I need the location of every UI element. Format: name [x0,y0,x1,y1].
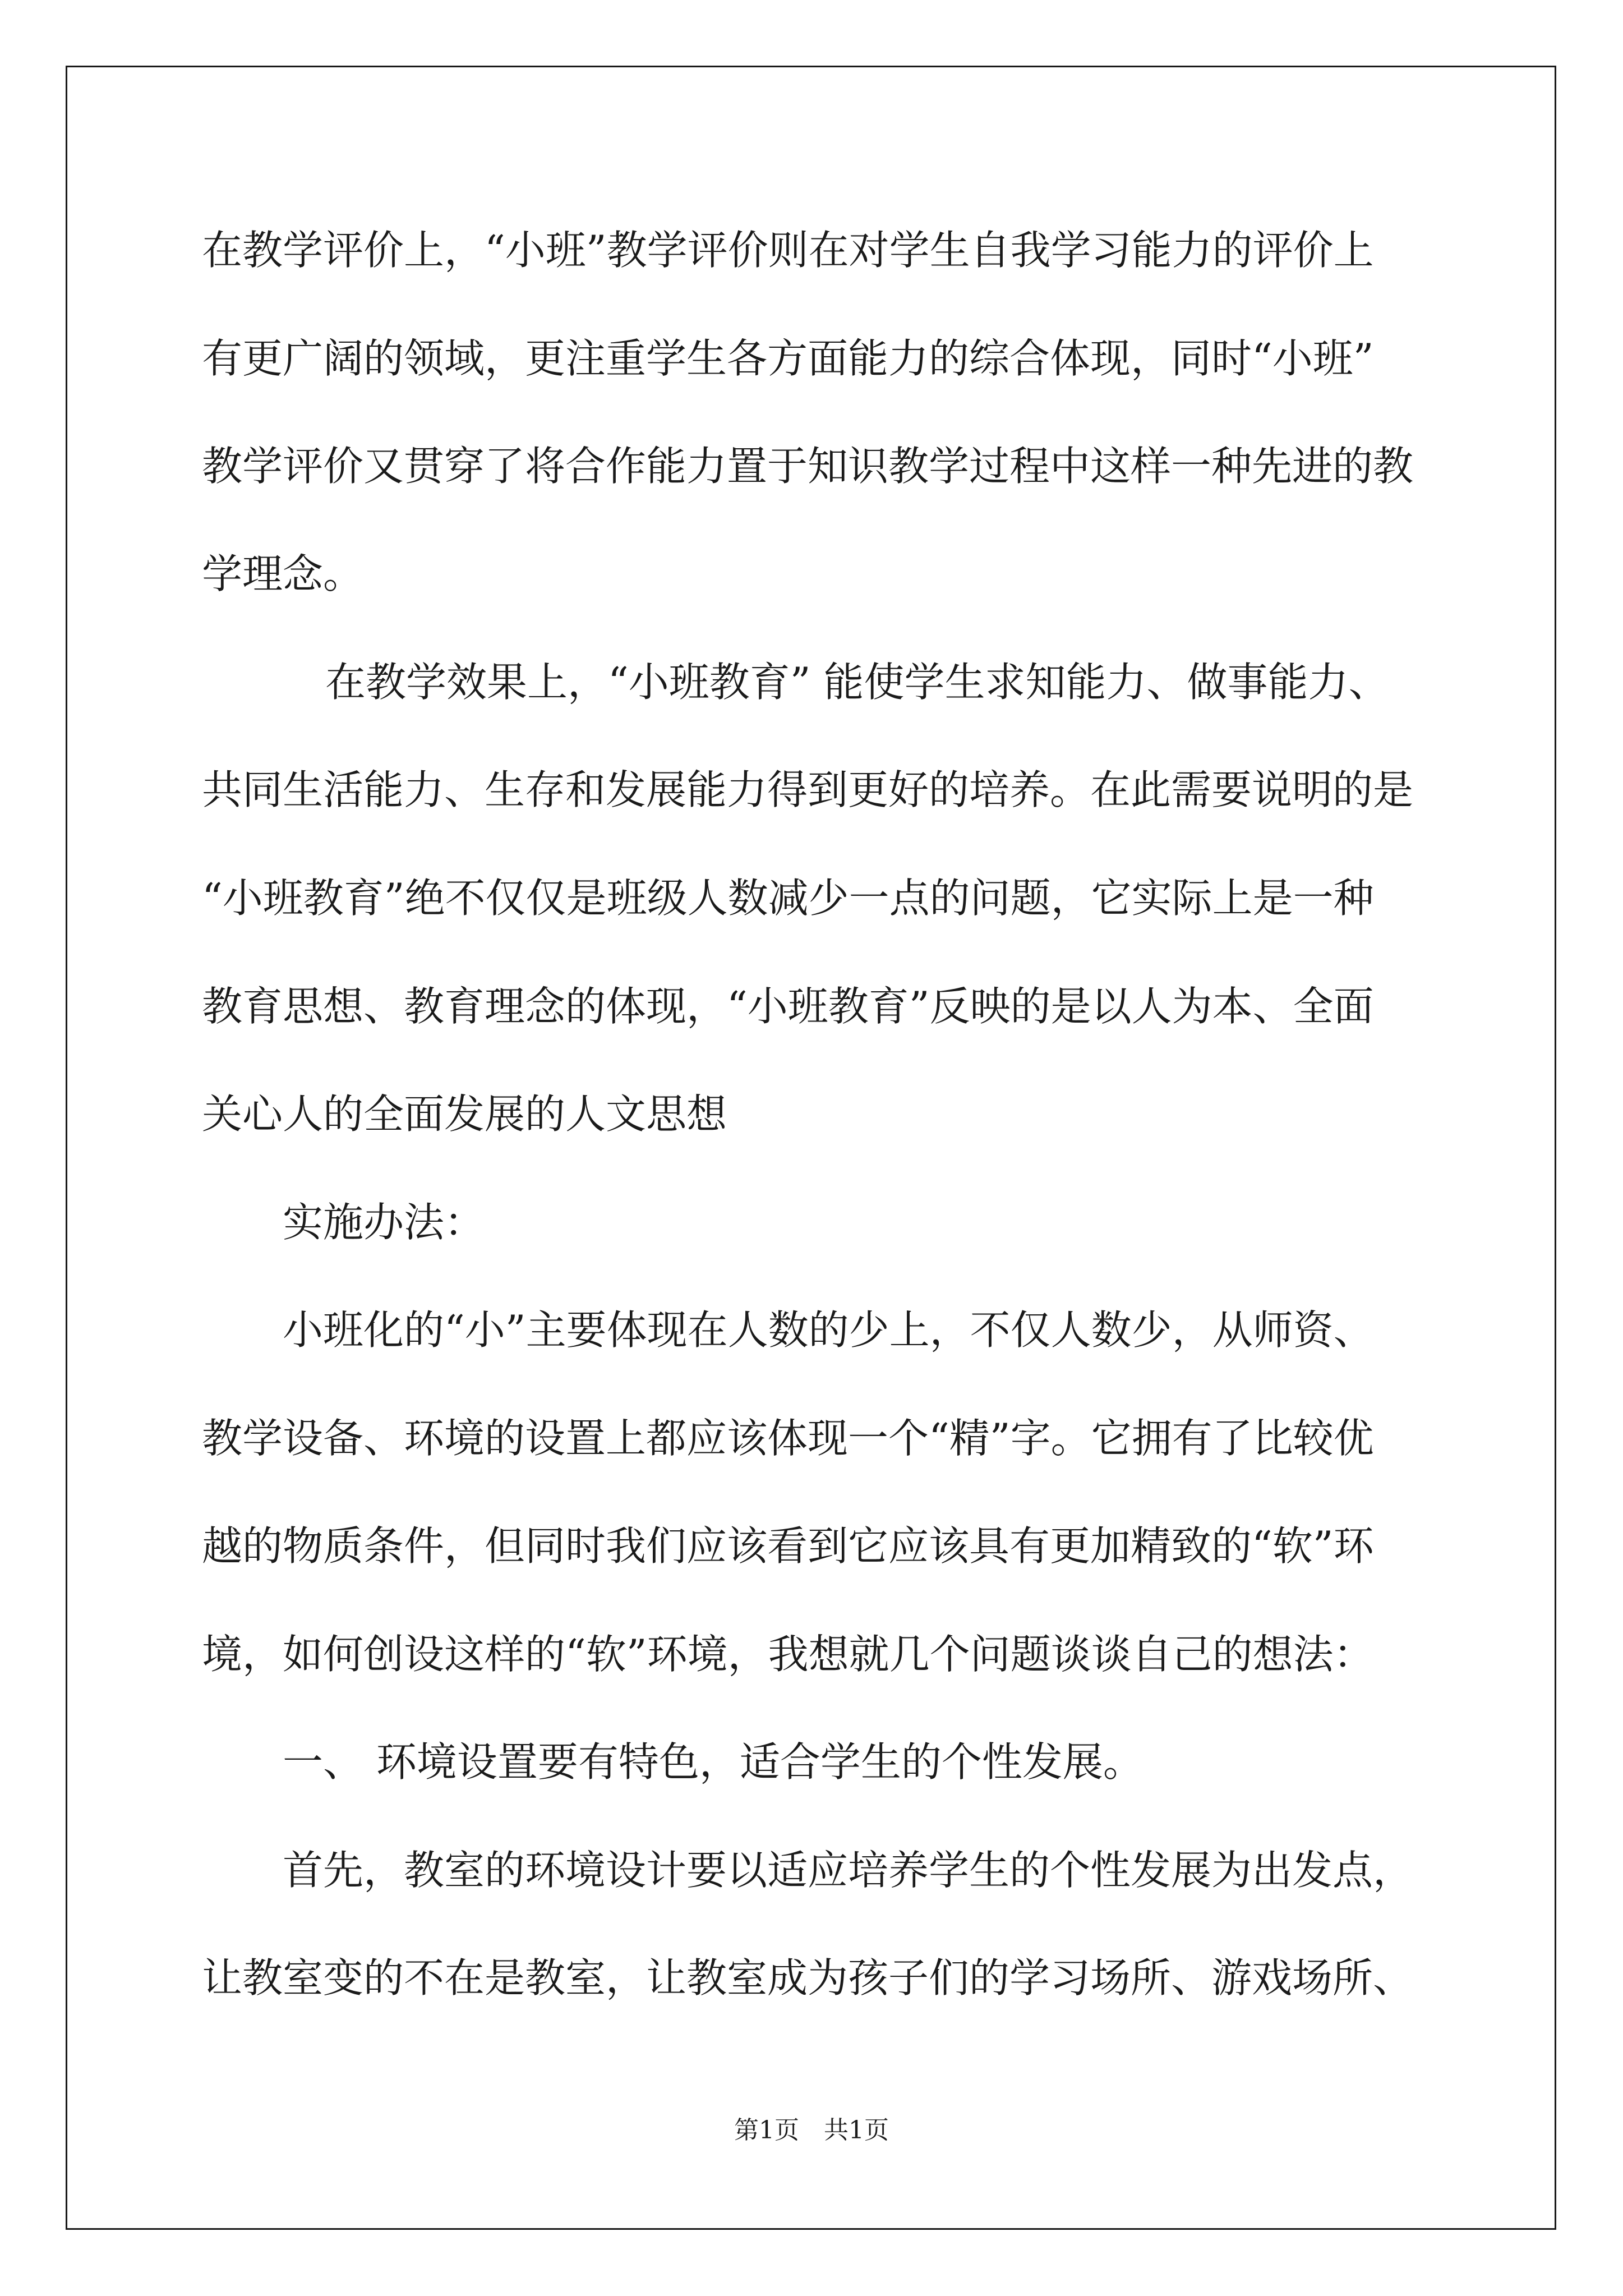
text-line: 一、 环境设置要有特色，适合学生的个性发展。 [283,1738,1144,1786]
text-line: 关心人的全面发展的人文思想 [202,1091,727,1138]
text-line: 共同生活能力、生存和发展能力得到更好的培养。在此需要说明的是 [202,766,1414,813]
text-line: 教学设备、环境的设置上都应该体现一个“精”字。它拥有了比较优 [202,1415,1374,1462]
text-line: 小班化的“小”主要体现在人数的少上，不仅人数少，从师资、 [283,1306,1374,1354]
text-line: 首先，教室的环境设计要以适应培养学生的个性发展为出发点， [283,1847,1414,1894]
text-line: 学理念。 [202,550,364,597]
text-line: 越的物质条件，但同时我们应该看到它应该具有更加精致的“软”环 [202,1522,1374,1570]
text-line: 在教学评价上，“小班”教学评价则在对学生自我学习能力的评价上 [202,227,1374,274]
page-number: 第1页 共1页 [734,2116,889,2145]
text-line: 在教学效果上，“小班教育” 能使学生求知能力、做事能力、 [325,659,1389,706]
text-line: “小班教育”绝不仅仅是班级人数减少一点的问题，它实际上是一种 [202,875,1374,922]
text-line: 有更广阔的领域，更注重学生各方面能力的综合体现，同时“小班” [202,335,1374,382]
page-border [66,66,1556,2230]
text-line: 实施办法： [283,1199,485,1246]
text-line: 让教室变的不在是教室，让教室成为孩子们的学习场所、游戏场所、 [202,1954,1414,2001]
text-line: 教育思想、教育理念的体现，“小班教育”反映的是以人为本、全面 [202,983,1374,1030]
text-line: 教学评价又贯穿了将合作能力置于知识教学过程中这样一种先进的教 [202,443,1414,490]
text-line: 境，如何创设这样的“软”环境，我想就几个问题谈谈自己的想法： [202,1631,1374,1678]
